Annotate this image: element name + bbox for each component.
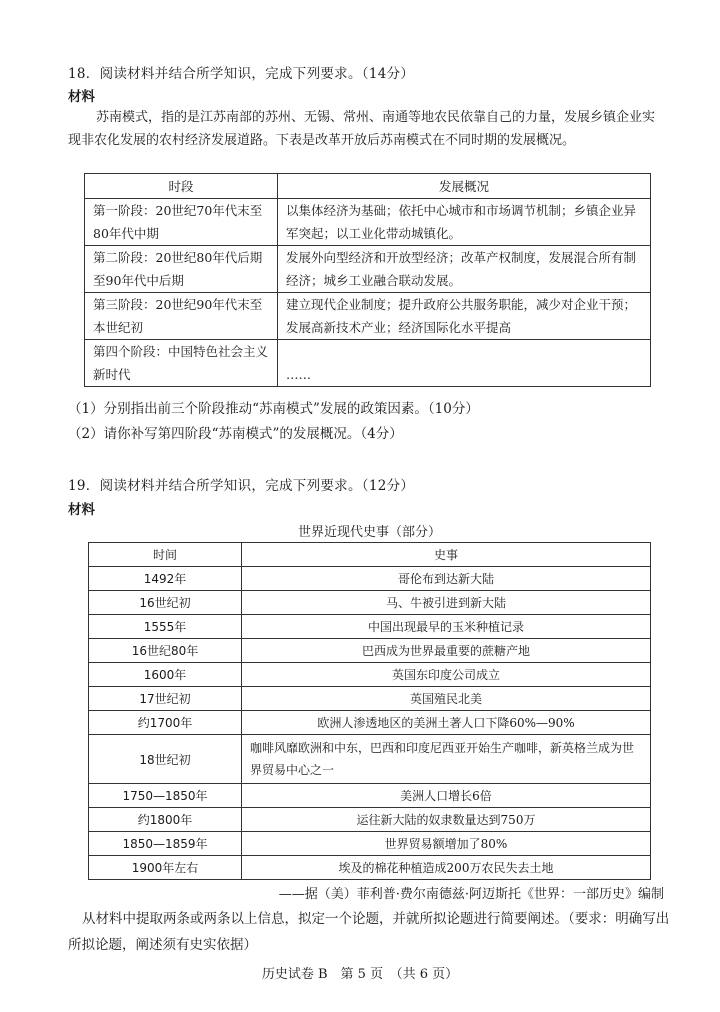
time-cell: 18世纪初 [89, 735, 242, 784]
time-cell: 16世纪80年 [89, 639, 242, 663]
time-cell: 约1800年 [89, 808, 242, 832]
table-row [89, 615, 651, 639]
q18-intro: 苏南模式，指的是江苏南部的苏州、无锡、常州、南通等地农民依靠自己的力量，发展乡镇企业实现非农化发展的农村经济发展道路。下表是改革开放后苏南模式在不同时期的发展概况。 [68, 110, 656, 148]
overview-cell: 建立现代企业制度；提升政府公共服务职能，减少对企业干预；发展高新技术产业；经济国际化水平提高 [278, 293, 651, 340]
table-row [89, 808, 651, 832]
q19-material-label: 材料 [68, 502, 95, 518]
table-header-row [85, 174, 651, 199]
period-cell: 第一阶段：20世纪70年代末至80年代中期 [85, 199, 278, 246]
table-row [85, 293, 651, 340]
period-cell: 第四个阶段：中国特色社会主义新时代 [85, 340, 278, 387]
event-cell: 美洲人口增长6倍 [242, 784, 651, 808]
event-cell: 中国出现最早的玉米种植记录 [242, 615, 651, 639]
event-cell: 巴西成为世界最重要的蔗糖产地 [242, 639, 651, 663]
table-row [89, 784, 651, 808]
period-cell: 第二阶段：20世纪80年代后期至90年代中后期 [85, 246, 278, 293]
table-row [85, 246, 651, 293]
q19-source: ——据（美）菲利普·费尔南德兹·阿迈斯托《世界：一部历史》编制 [278, 887, 664, 902]
event-cell: 运往新大陆的奴隶数量达到750万 [242, 808, 651, 832]
table-row [89, 639, 651, 663]
time-cell: 1850—1859年 [89, 832, 242, 856]
q19-title: 19．阅读材料并结合所学知识，完成下列要求。（12分） [68, 478, 415, 494]
event-cell: 英国殖民北美 [242, 687, 651, 711]
event-cell: 世界贸易额增加了80% [242, 832, 651, 856]
q18-sub1: （1）分别指出前三个阶段推动“苏南模式”发展的政策因素。（10分） [68, 401, 479, 417]
time-cell: 1492年 [89, 567, 242, 591]
table-row [89, 567, 651, 591]
table-row [85, 199, 651, 246]
table-row [89, 832, 651, 856]
header-event: 史事 [242, 543, 651, 567]
table-row [89, 591, 651, 615]
overview-cell: 以集体经济为基础；依托中心城市和市场调节机制；乡镇企业异军突起；以工业化带动城镇化。 [278, 199, 651, 246]
q18-sub2: （2）请你补写第四阶段“苏南模式”的发展概况。（4分） [68, 426, 403, 442]
time-cell: 1900年左右 [89, 856, 242, 880]
q18-table [84, 173, 651, 387]
event-cell: 马、牛被引进到新大陆 [242, 591, 651, 615]
table-row [89, 687, 651, 711]
q19-instruction: 从材料中提取两条或两条以上信息，拟定一个论题，并就所拟论题进行简要阐述。（要求：明确写出所拟论题，阐述须有史实依据） [68, 911, 670, 953]
q19-table-caption: 世界近现代史事（部分） [297, 525, 441, 540]
q18-material-label: 材料 [68, 89, 95, 105]
table-row [89, 663, 651, 687]
time-cell: 17世纪初 [89, 687, 242, 711]
time-cell: 1750—1850年 [89, 784, 242, 808]
overview-cell: …… [278, 340, 651, 387]
q18-title: 18．阅读材料并结合所学知识，完成下列要求。（14分） [68, 66, 415, 82]
header-period: 时段 [85, 174, 278, 199]
time-cell: 1600年 [89, 663, 242, 687]
overview-cell: 发展外向型经济和开放型经济；改革产权制度，发展混合所有制经济；城乡工业融合联动发展。 [278, 246, 651, 293]
time-cell: 16世纪初 [89, 591, 242, 615]
table-header-row [89, 543, 651, 567]
table-row [89, 735, 651, 784]
table-row [89, 856, 651, 880]
q19-table [88, 542, 651, 880]
event-cell: 英国东印度公司成立 [242, 663, 651, 687]
event-cell: 欧洲人渗透地区的美洲土著人口下降60%—90% [242, 711, 651, 735]
page-footer: 历史试卷 B 第 5 页 （共 6 页） [261, 967, 459, 982]
event-cell: 埃及的棉花种植造成200万农民失去土地 [242, 856, 651, 880]
time-cell: 1555年 [89, 615, 242, 639]
time-cell: 约1700年 [89, 711, 242, 735]
period-cell: 第三阶段：20世纪90年代末至本世纪初 [85, 293, 278, 340]
event-cell: 咖啡风靡欧洲和中东，巴西和印度尼西亚开始生产咖啡，新英格兰成为世界贸易中心之一 [242, 735, 651, 784]
table-row [85, 340, 651, 387]
table-row [89, 711, 651, 735]
header-overview: 发展概况 [278, 174, 651, 199]
event-cell: 哥伦布到达新大陆 [242, 567, 651, 591]
header-time: 时间 [89, 543, 242, 567]
